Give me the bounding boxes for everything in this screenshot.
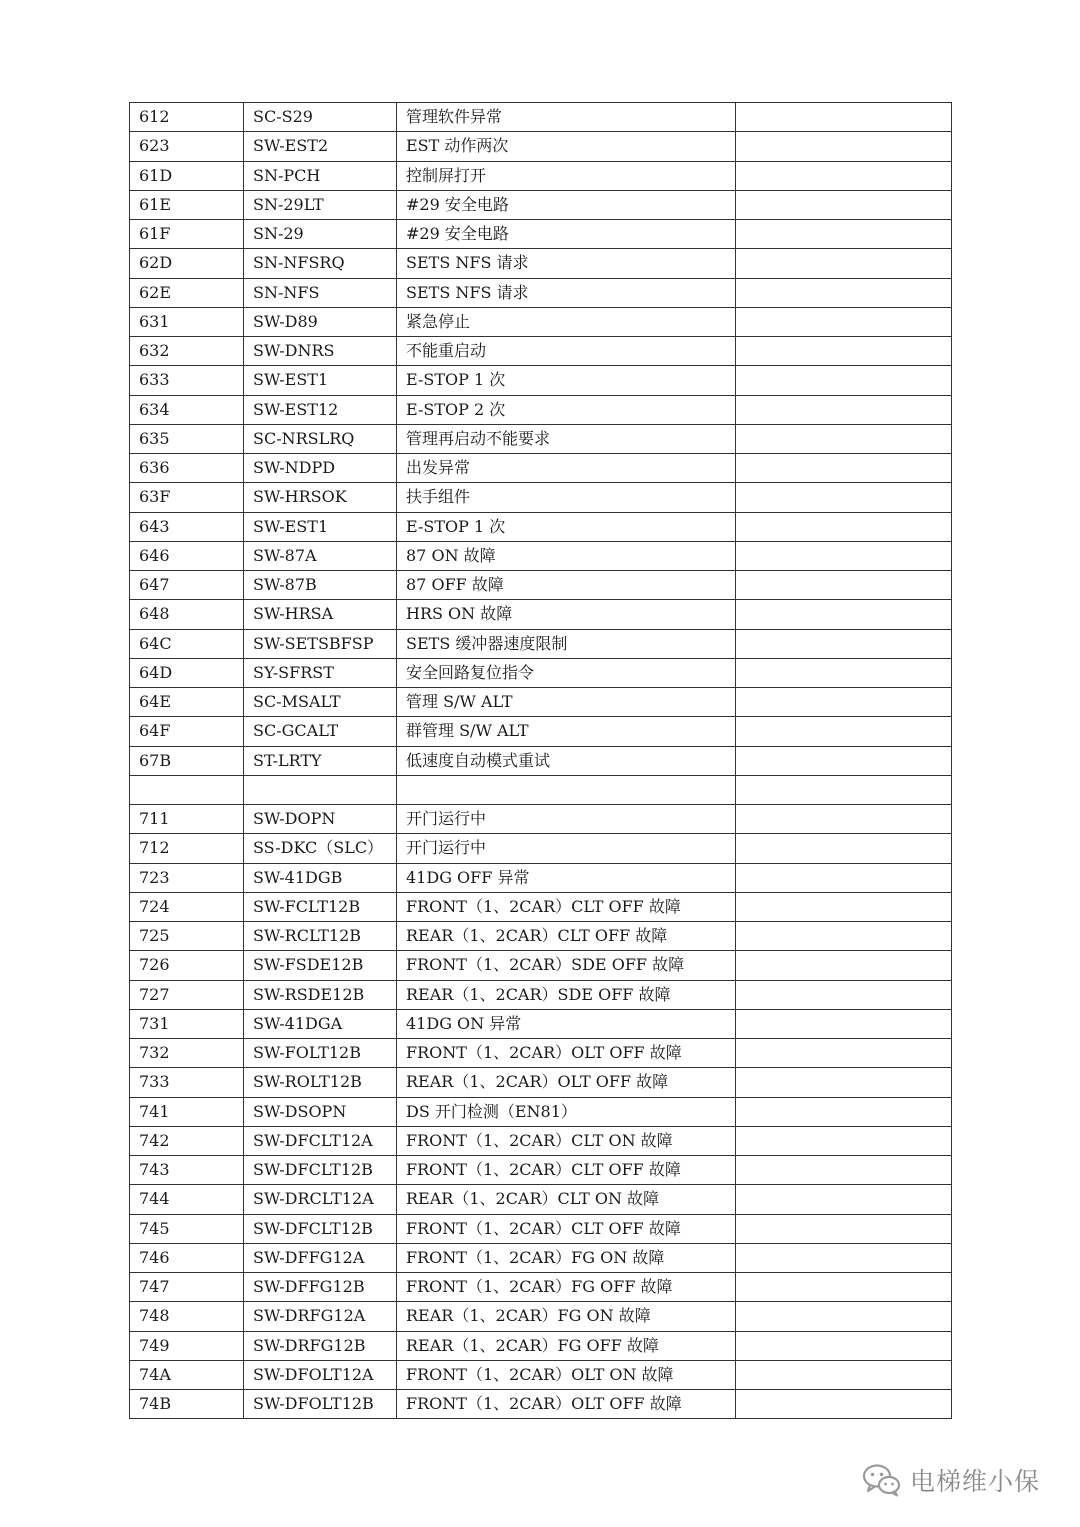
signal-cell: SW-87B: [244, 571, 397, 600]
signal-cell: SW-EST2: [244, 132, 397, 161]
code-cell: 741: [130, 1097, 244, 1126]
remark-cell: [736, 1331, 952, 1360]
code-cell: 61E: [130, 190, 244, 219]
remark-cell: [736, 775, 952, 804]
remark-cell: [736, 220, 952, 249]
watermark-text: 电梯维小保: [910, 1467, 1041, 1496]
code-cell: 712: [130, 834, 244, 863]
remark-cell: [736, 1009, 952, 1038]
remark-cell: [736, 1097, 952, 1126]
description-cell: #29 安全电路: [397, 190, 736, 219]
description-cell: SETS NFS 请求: [397, 249, 736, 278]
table-row: [130, 103, 952, 132]
table-row: [130, 1390, 952, 1419]
description-cell: FRONT（1、2CAR）CLT OFF 故障: [397, 1156, 736, 1185]
remark-cell: [736, 892, 952, 921]
code-cell: 635: [130, 424, 244, 453]
signal-cell: SW-DFCLT12A: [244, 1126, 397, 1155]
remark-cell: [736, 658, 952, 687]
description-cell: 群管理 S/W ALT: [397, 717, 736, 746]
table-row: [130, 337, 952, 366]
remark-cell: [736, 1243, 952, 1272]
code-cell: 64C: [130, 629, 244, 658]
signal-cell: SW-DFCLT12B: [244, 1214, 397, 1243]
wechat-icon: [862, 1463, 902, 1497]
remark-cell: [736, 249, 952, 278]
table-row: [130, 629, 952, 658]
table-row: [130, 775, 952, 804]
remark-cell: [736, 541, 952, 570]
table-row: [130, 1156, 952, 1185]
table-row: [130, 424, 952, 453]
remark-cell: [736, 922, 952, 951]
signal-cell: SW-SETSBFSP: [244, 629, 397, 658]
signal-cell: SY-SFRST: [244, 658, 397, 687]
remark-cell: [736, 980, 952, 1009]
description-cell: SETS 缓冲器速度限制: [397, 629, 736, 658]
watermark: [862, 1462, 1040, 1498]
table-row: [130, 1302, 952, 1331]
table-row: [130, 132, 952, 161]
code-cell: 623: [130, 132, 244, 161]
description-cell: REAR（1、2CAR）CLT ON 故障: [397, 1185, 736, 1214]
code-cell: 727: [130, 980, 244, 1009]
signal-cell: SW-RCLT12B: [244, 922, 397, 951]
description-cell: FRONT（1、2CAR）CLT ON 故障: [397, 1126, 736, 1155]
code-cell: 711: [130, 805, 244, 834]
code-cell: 612: [130, 103, 244, 132]
description-cell: FRONT（1、2CAR）SDE OFF 故障: [397, 951, 736, 980]
signal-cell: SW-RSDE12B: [244, 980, 397, 1009]
remark-cell: [736, 483, 952, 512]
signal-cell: ST-LRTY: [244, 746, 397, 775]
code-cell: 725: [130, 922, 244, 951]
table-row: [130, 190, 952, 219]
description-cell: #29 安全电路: [397, 220, 736, 249]
table-row: [130, 805, 952, 834]
signal-cell: SN-NFSRQ: [244, 249, 397, 278]
description-cell: REAR（1、2CAR）FG OFF 故障: [397, 1331, 736, 1360]
description-cell: 扶手组件: [397, 483, 736, 512]
remark-cell: [736, 629, 952, 658]
table-row: [130, 1214, 952, 1243]
code-cell: 62E: [130, 278, 244, 307]
remark-cell: [736, 1126, 952, 1155]
description-cell: DS 开门检测（EN81）: [397, 1097, 736, 1126]
description-cell: 出发异常: [397, 454, 736, 483]
description-cell: FRONT（1、2CAR）FG ON 故障: [397, 1243, 736, 1272]
code-cell: 67B: [130, 746, 244, 775]
code-cell: 643: [130, 512, 244, 541]
description-cell: 管理 S/W ALT: [397, 688, 736, 717]
description-cell: 安全回路复位指令: [397, 658, 736, 687]
code-cell: 733: [130, 1068, 244, 1097]
description-cell: 开门运行中: [397, 834, 736, 863]
description-cell: 开门运行中: [397, 805, 736, 834]
signal-cell: SW-HRSOK: [244, 483, 397, 512]
table-row: [130, 1097, 952, 1126]
table-row: [130, 249, 952, 278]
table-row: [130, 1273, 952, 1302]
table-row: [130, 161, 952, 190]
table-row: [130, 1068, 952, 1097]
remark-cell: [736, 834, 952, 863]
remark-cell: [736, 1156, 952, 1185]
description-cell: 87 ON 故障: [397, 541, 736, 570]
signal-cell: SW-DSOPN: [244, 1097, 397, 1126]
remark-cell: [736, 688, 952, 717]
signal-cell: [244, 775, 397, 804]
signal-cell: SN-29LT: [244, 190, 397, 219]
description-cell: 41DG OFF 异常: [397, 863, 736, 892]
signal-cell: SW-41DGA: [244, 1009, 397, 1038]
signal-cell: SC-S29: [244, 103, 397, 132]
table-row: [130, 483, 952, 512]
table-row: [130, 366, 952, 395]
signal-cell: SW-DFOLT12A: [244, 1360, 397, 1389]
code-cell: 743: [130, 1156, 244, 1185]
description-cell: 不能重启动: [397, 337, 736, 366]
fault-code-table-body: [130, 103, 952, 1419]
description-cell: E-STOP 2 次: [397, 395, 736, 424]
description-cell: FRONT（1、2CAR）FG OFF 故障: [397, 1273, 736, 1302]
signal-cell: SW-HRSA: [244, 600, 397, 629]
signal-cell: SW-NDPD: [244, 454, 397, 483]
table-row: [130, 454, 952, 483]
code-cell: 74B: [130, 1390, 244, 1419]
description-cell: FRONT（1、2CAR）OLT OFF 故障: [397, 1039, 736, 1068]
remark-cell: [736, 1068, 952, 1097]
table-row: [130, 395, 952, 424]
description-cell: REAR（1、2CAR）FG ON 故障: [397, 1302, 736, 1331]
remark-cell: [736, 746, 952, 775]
remark-cell: [736, 1039, 952, 1068]
code-cell: 723: [130, 863, 244, 892]
remark-cell: [736, 161, 952, 190]
code-cell: 732: [130, 1039, 244, 1068]
description-cell: 控制屏打开: [397, 161, 736, 190]
table-row: [130, 834, 952, 863]
code-cell: 631: [130, 307, 244, 336]
signal-cell: SW-41DGB: [244, 863, 397, 892]
remark-cell: [736, 571, 952, 600]
remark-cell: [736, 1390, 952, 1419]
remark-cell: [736, 132, 952, 161]
remark-cell: [736, 1360, 952, 1389]
code-cell: 61D: [130, 161, 244, 190]
code-cell: 747: [130, 1273, 244, 1302]
table-row: [130, 600, 952, 629]
remark-cell: [736, 1302, 952, 1331]
remark-cell: [736, 717, 952, 746]
table-row: [130, 892, 952, 921]
description-cell: SETS NFS 请求: [397, 278, 736, 307]
table-row: [130, 951, 952, 980]
remark-cell: [736, 337, 952, 366]
description-cell: 管理软件异常: [397, 103, 736, 132]
description-cell: 87 OFF 故障: [397, 571, 736, 600]
remark-cell: [736, 512, 952, 541]
signal-cell: SW-DRFG12A: [244, 1302, 397, 1331]
description-cell: HRS ON 故障: [397, 600, 736, 629]
description-cell: REAR（1、2CAR）CLT OFF 故障: [397, 922, 736, 951]
signal-cell: SW-EST1: [244, 366, 397, 395]
code-cell: 726: [130, 951, 244, 980]
code-cell: 64F: [130, 717, 244, 746]
description-cell: REAR（1、2CAR）SDE OFF 故障: [397, 980, 736, 1009]
code-cell: 64E: [130, 688, 244, 717]
remark-cell: [736, 951, 952, 980]
code-cell: 634: [130, 395, 244, 424]
code-cell: [130, 775, 244, 804]
signal-cell: SC-GCALT: [244, 717, 397, 746]
remark-cell: [736, 395, 952, 424]
code-cell: 74A: [130, 1360, 244, 1389]
table-row: [130, 980, 952, 1009]
signal-cell: SS-DKC（SLC）: [244, 834, 397, 863]
description-cell: 低速度自动模式重试: [397, 746, 736, 775]
table-row: [130, 541, 952, 570]
table-row: [130, 658, 952, 687]
code-cell: 648: [130, 600, 244, 629]
code-cell: 731: [130, 1009, 244, 1038]
code-cell: 744: [130, 1185, 244, 1214]
code-cell: 63F: [130, 483, 244, 512]
signal-cell: SW-DFFG12B: [244, 1273, 397, 1302]
signal-cell: SW-EST1: [244, 512, 397, 541]
description-cell: REAR（1、2CAR）OLT OFF 故障: [397, 1068, 736, 1097]
code-cell: 64D: [130, 658, 244, 687]
code-cell: 742: [130, 1126, 244, 1155]
signal-cell: SW-D89: [244, 307, 397, 336]
signal-cell: SW-EST12: [244, 395, 397, 424]
signal-cell: SW-FOLT12B: [244, 1039, 397, 1068]
signal-cell: SW-FCLT12B: [244, 892, 397, 921]
signal-cell: SW-DFCLT12B: [244, 1156, 397, 1185]
code-cell: 746: [130, 1243, 244, 1272]
signal-cell: SW-DNRS: [244, 337, 397, 366]
code-cell: 749: [130, 1331, 244, 1360]
remark-cell: [736, 307, 952, 336]
description-cell: EST 动作两次: [397, 132, 736, 161]
table-row: [130, 571, 952, 600]
code-cell: 62D: [130, 249, 244, 278]
code-cell: 745: [130, 1214, 244, 1243]
signal-cell: SW-DFFG12A: [244, 1243, 397, 1272]
remark-cell: [736, 1185, 952, 1214]
remark-cell: [736, 600, 952, 629]
description-cell: [397, 775, 736, 804]
code-cell: 748: [130, 1302, 244, 1331]
table-row: [130, 717, 952, 746]
table-row: [130, 863, 952, 892]
remark-cell: [736, 1214, 952, 1243]
signal-cell: SN-NFS: [244, 278, 397, 307]
description-cell: 紧急停止: [397, 307, 736, 336]
remark-cell: [736, 278, 952, 307]
description-cell: E-STOP 1 次: [397, 512, 736, 541]
table-row: [130, 1009, 952, 1038]
remark-cell: [736, 863, 952, 892]
table-row: [130, 220, 952, 249]
remark-cell: [736, 1273, 952, 1302]
remark-cell: [736, 366, 952, 395]
table-row: [130, 1360, 952, 1389]
description-cell: FRONT（1、2CAR）CLT OFF 故障: [397, 892, 736, 921]
description-cell: 管理再启动不能要求: [397, 424, 736, 453]
code-cell: 632: [130, 337, 244, 366]
code-cell: 647: [130, 571, 244, 600]
description-cell: FRONT（1、2CAR）OLT OFF 故障: [397, 1390, 736, 1419]
code-cell: 646: [130, 541, 244, 570]
table-row: [130, 688, 952, 717]
table-row: [130, 278, 952, 307]
signal-cell: SW-DOPN: [244, 805, 397, 834]
table-row: [130, 307, 952, 336]
remark-cell: [736, 103, 952, 132]
table-row: [130, 746, 952, 775]
table-row: [130, 512, 952, 541]
signal-cell: SW-ROLT12B: [244, 1068, 397, 1097]
description-cell: FRONT（1、2CAR）CLT OFF 故障: [397, 1214, 736, 1243]
fault-code-table: [129, 102, 952, 1419]
signal-cell: SW-DRFG12B: [244, 1331, 397, 1360]
signal-cell: SW-FSDE12B: [244, 951, 397, 980]
table-row: [130, 1185, 952, 1214]
signal-cell: SC-MSALT: [244, 688, 397, 717]
code-cell: 636: [130, 454, 244, 483]
signal-cell: SW-DRCLT12A: [244, 1185, 397, 1214]
table-row: [130, 922, 952, 951]
remark-cell: [736, 424, 952, 453]
description-cell: FRONT（1、2CAR）OLT ON 故障: [397, 1360, 736, 1389]
table-row: [130, 1039, 952, 1068]
signal-cell: SN-PCH: [244, 161, 397, 190]
table-row: [130, 1331, 952, 1360]
remark-cell: [736, 454, 952, 483]
signal-cell: SN-29: [244, 220, 397, 249]
code-cell: 633: [130, 366, 244, 395]
table-row: [130, 1126, 952, 1155]
remark-cell: [736, 190, 952, 219]
signal-cell: SW-DFOLT12B: [244, 1390, 397, 1419]
description-cell: E-STOP 1 次: [397, 366, 736, 395]
code-cell: 61F: [130, 220, 244, 249]
signal-cell: SW-87A: [244, 541, 397, 570]
description-cell: 41DG ON 异常: [397, 1009, 736, 1038]
signal-cell: SC-NRSLRQ: [244, 424, 397, 453]
table-row: [130, 1243, 952, 1272]
code-cell: 724: [130, 892, 244, 921]
remark-cell: [736, 805, 952, 834]
